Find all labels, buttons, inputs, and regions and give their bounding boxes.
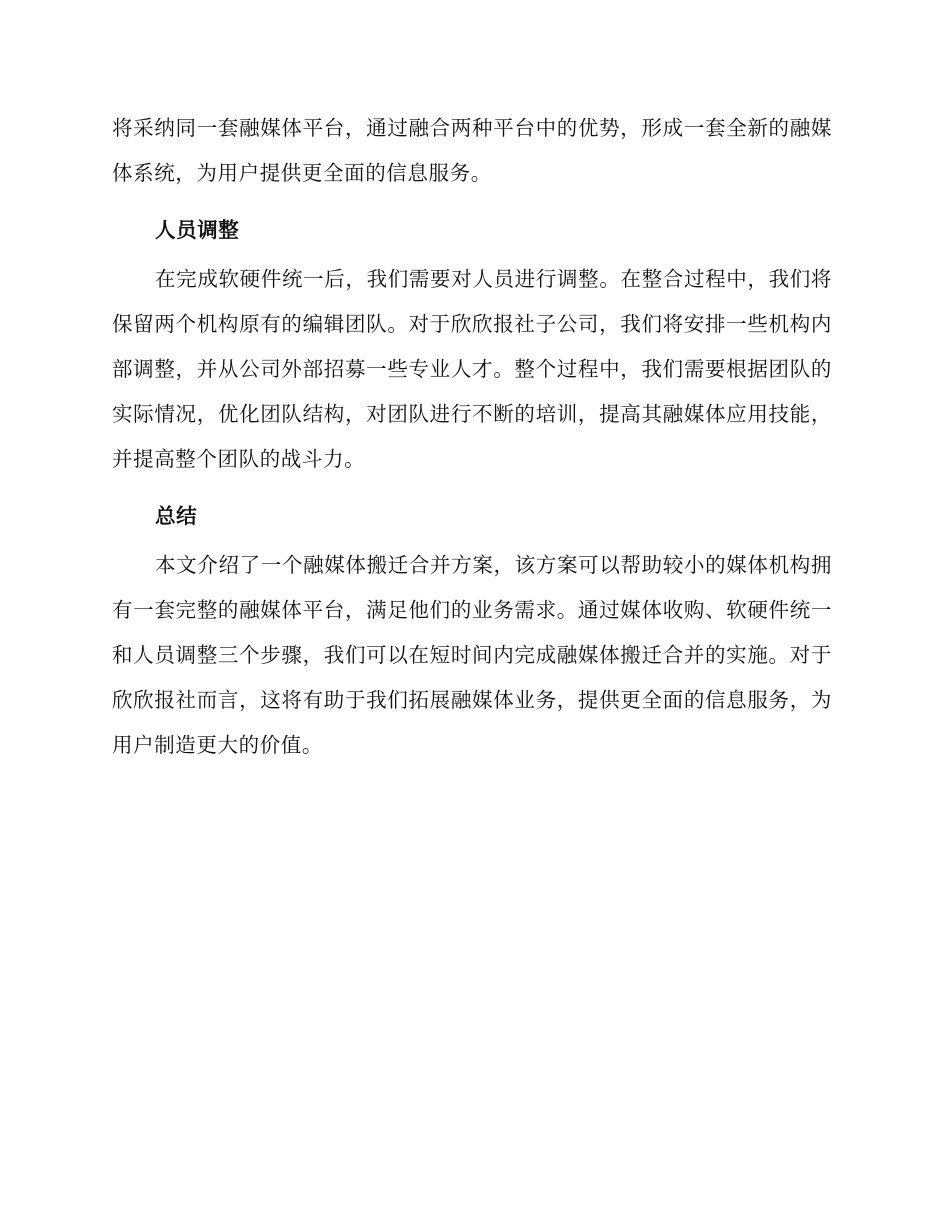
document-body [112, 106, 832, 768]
paragraph-summary: 本文介绍了一个融媒体搬迁合并方案，该方案可以帮助较小的媒体机构拥有一套完整的融媒体平台，满足他们的业务需求。通过媒体收购、软硬件统一和人员调整三个步骤，我们可以在短时间内完成融媒体搬迁合并的实施。对于欣欣报社而言，这将有助于我们拓展融媒体业务，提供更全面的信息服务，为用户制造更大的价值。 [112, 553, 832, 757]
section-heading-summary: 总结 [155, 504, 198, 528]
paragraph-staff: 在完成软硬件统一后，我们需要对人员进行调整。在整合过程中，我们将保留两个机构原有的编辑团队。对于欣欣报社子公司，我们将安排一些机构内部调整，并从公司外部招募一些专业人才。整个过程中，我们需要根据团队的实际情况，优化团队结构，对团队进行不断的培训，提高其融媒体应用技能，并提高整个团队的战斗力。 [112, 267, 832, 471]
section-heading-staff: 人员调整 [155, 218, 240, 242]
paragraph-intro: 将采纳同一套融媒体平台，通过融合两种平台中的优势，形成一套全新的融媒体系统，为用户提供更全面的信息服务。 [112, 116, 832, 185]
